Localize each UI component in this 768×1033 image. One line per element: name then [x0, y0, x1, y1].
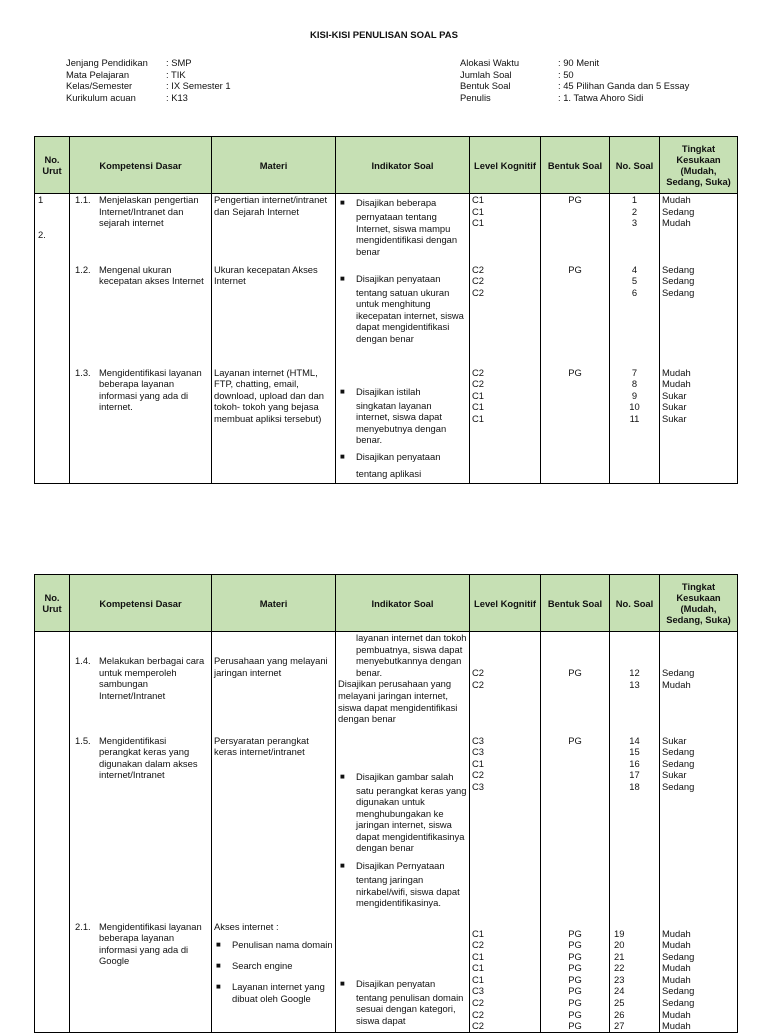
header-kompetensi-dasar: Kompetensi Dasar — [70, 575, 212, 632]
table-row — [35, 264, 738, 367]
cell-bentuk: PG — [541, 632, 610, 735]
info-row — [66, 80, 231, 92]
header-kompetensi-dasar: Kompetensi Dasar — [70, 137, 212, 194]
cell-no-urut — [35, 367, 70, 484]
bullet-icon: ■ — [340, 386, 345, 396]
cell-no-soal: 7 8 9 10 11 — [610, 367, 660, 484]
info-value: : TIK — [166, 68, 186, 80]
header-no-soal: No. Soal — [610, 137, 660, 194]
materi-title: Akses internet : — [214, 920, 279, 932]
cell-level: C3 C3 C1 C2 C3 — [470, 735, 541, 921]
bullet-icon: ■ — [340, 978, 345, 988]
cell-tingkat: Mudah Mudah Sukar Sukar Sukar — [660, 367, 738, 484]
materi-text: Layanan internet (HTML, FTP, chatting, email, download, upload dan dan tokoh- tokoh yang bejasa membuat apliksi tersebut) — [214, 366, 324, 424]
info-row — [460, 57, 689, 69]
header-tingkat-kesukaan: Tingkat Kesukaan (Mudah, Sedang, Suka) — [660, 137, 738, 194]
indikator-text: Disajikan beberapa — [356, 197, 437, 208]
cell-indikator — [336, 632, 470, 735]
table-row — [35, 367, 738, 484]
kd-text: Mengidentifikasi layanan beberapa layanan informasi yang ada di internet. — [99, 366, 202, 413]
cell-no-soal: 19 20 21 22 23 24 25 26 27 — [610, 921, 660, 1033]
cell-indikator — [336, 735, 470, 921]
indikator-text: tentang aplikasi — [356, 467, 422, 479]
header-materi: Materi — [212, 137, 336, 194]
info-label: Jenjang Pendidikan — [66, 57, 148, 68]
cell-materi — [212, 735, 336, 921]
info-label: Mata Pelajaran — [66, 68, 130, 80]
materi-text: Pengertian internet/intranet dan Sejarah Internet — [214, 194, 328, 217]
cell-level: C1 C1 C1 — [470, 194, 541, 264]
info-row — [460, 80, 689, 92]
table-row — [35, 735, 738, 921]
indikator-text: Disajikan Pernyataan — [356, 860, 445, 872]
row-number: 2. — [38, 228, 46, 240]
info-row — [460, 69, 689, 81]
cell-level: C2 C2 C1 C1 C1 — [470, 367, 541, 484]
header-tingkat-kesukaan: Tingkat Kesukaan (Mudah, Sedang, Suka) — [660, 575, 738, 632]
kd-number: 1.5. — [75, 734, 91, 746]
cell-tingkat: Sedang Mudah — [660, 632, 738, 735]
cell-bentuk: PG — [541, 194, 610, 264]
info-row — [460, 92, 689, 104]
kd-text: Menjelaskan pengertian Internet/Intranet dan sejarah internet — [99, 194, 199, 229]
cell-level: C1 C2 C1 C1 C1 C3 C2 C2 C2 — [470, 921, 541, 1033]
indikator-text: tentang jaringan nirkabel/wifi, siswa dapat mengidentifikasinya. — [356, 874, 460, 909]
indikator-text: Disajikan penyatan — [356, 977, 436, 989]
kd-number: 2.1. — [75, 920, 91, 932]
cell-no-urut — [35, 264, 70, 367]
kd-number: 1.4. — [75, 655, 91, 666]
kisi-table-1 — [34, 136, 738, 484]
table-row — [35, 921, 738, 1033]
kd-number: 1.2. — [75, 263, 91, 275]
table-header-row — [35, 137, 738, 194]
cell-no-urut — [35, 632, 70, 735]
cell-materi — [212, 921, 336, 1033]
materi-item: Penulisan nama domain — [232, 939, 333, 951]
cell-no-urut — [35, 735, 70, 921]
indikator-text: Disajikan penyataan — [356, 272, 441, 284]
indikator-text: Disajikan istilah — [356, 385, 421, 397]
cell-tingkat: Mudah Mudah Sedang Mudah Mudah Sedang Sedang Mudah Mudah — [660, 921, 738, 1033]
page-title: KISI-KISI PENULISAN SOAL PAS — [310, 30, 458, 41]
info-label: Kelas/Semester — [66, 80, 133, 91]
indikator-text: layanan internet dan tokoh pembuatnya, siswa dapat menyebutkannya dengan benar. — [356, 632, 467, 678]
materi-text: Ukuran kecepatan Akses Internet — [214, 263, 318, 287]
cell-kompetensi-dasar — [70, 735, 212, 921]
materi-text: Persyaratan perangkat keras internet/intranet — [214, 734, 309, 758]
header-bentuk-soal: Bentuk Soal — [541, 575, 610, 632]
cell-kompetensi-dasar — [70, 194, 212, 264]
header-no-urut: No. Urut — [35, 137, 70, 194]
cell-kompetensi-dasar — [70, 367, 212, 484]
bullet-icon: ■ — [340, 861, 345, 871]
info-row — [66, 92, 231, 104]
kd-text: Mengenal ukuran kecepatan akses Internet — [99, 263, 204, 287]
cell-bentuk: PG PG PG PG PG PG PG PG PG — [541, 921, 610, 1033]
row-number: 1 — [38, 194, 44, 205]
bullet-icon: ■ — [340, 451, 345, 461]
kd-number: 1.1. — [75, 194, 91, 205]
indikator-text: pernyataan tentang Internet, siswa mampu mengidentifikasi dengan benar — [356, 211, 458, 257]
header-no-soal: No. Soal — [610, 575, 660, 632]
info-label: Kurikulum acuan — [66, 91, 136, 103]
cell-no-urut — [35, 921, 70, 1033]
cell-tingkat: Sukar Sedang Sedang Sukar Sedang — [660, 735, 738, 921]
cell-materi — [212, 632, 336, 735]
materi-item: Search engine — [232, 960, 293, 972]
cell-kompetensi-dasar — [70, 264, 212, 367]
indikator-text: Disajikan perusahaan yang melayani jaringan internet, siswa dapat mengidentifikasi dengan benar — [338, 678, 458, 725]
info-value: : 50 — [558, 68, 574, 80]
info-label: Bentuk Soal — [460, 80, 511, 91]
cell-no-soal: 1 2 3 — [610, 194, 660, 264]
cell-bentuk: PG — [541, 735, 610, 921]
bullet-icon: ■ — [216, 940, 221, 950]
cell-materi — [212, 367, 336, 484]
info-row — [66, 69, 231, 81]
info-left — [66, 57, 231, 103]
info-value: : 1. Tatwa Ahoro Sidi — [558, 91, 644, 103]
header-bentuk-soal: Bentuk Soal — [541, 137, 610, 194]
cell-indikator — [336, 367, 470, 484]
cell-indikator — [336, 921, 470, 1033]
indikator-text: Disajikan gambar salah — [356, 770, 454, 782]
cell-materi — [212, 264, 336, 367]
kd-text: Melakukan berbagai cara untuk memperoleh sambungan Internet/Intranet — [99, 655, 205, 701]
info-right — [460, 57, 689, 103]
info-value: : 90 Menit — [558, 57, 600, 68]
cell-kompetensi-dasar — [70, 921, 212, 1033]
indikator-text: singkatan layanan internet, siswa dapat menyebutnya dengan benar. — [356, 399, 447, 446]
info-label: Penulis — [460, 91, 491, 103]
header-no-urut: No. Urut — [35, 575, 70, 632]
cell-level: C2 C2 — [470, 632, 541, 735]
indikator-text: satu perangkat keras yang digunakan untuk menghubungakan ke jaringan internet, siswa dapat mengidentifikasinya dengan benar — [356, 784, 467, 854]
bullet-icon: ■ — [340, 198, 345, 207]
info-row — [66, 57, 231, 69]
header-materi: Materi — [212, 575, 336, 632]
cell-bentuk: PG — [541, 264, 610, 367]
info-value: : K13 — [166, 91, 188, 103]
info-value: : SMP — [166, 57, 192, 68]
cell-no-soal: 12 13 — [610, 632, 660, 735]
table-row — [35, 632, 738, 735]
header-indikator-soal: Indikator Soal — [336, 137, 470, 194]
indikator-text: tentang satuan ukuran untuk menghitung ikecepatan internet, siswa dapat mengidentifikasi dengan benar — [356, 286, 464, 344]
cell-bentuk: PG — [541, 367, 610, 484]
kd-number: 1.3. — [75, 366, 91, 378]
indikator-text: Disajikan penyataan — [356, 450, 441, 462]
kd-text: Mengidentifikasi perangkat keras yang digunakan dalam akses internet/Intranet — [99, 734, 198, 781]
materi-text: Perusahaan yang melayani jaringan internet — [214, 655, 328, 678]
cell-materi — [212, 194, 336, 264]
cell-tingkat: Mudah Sedang Mudah — [660, 194, 738, 264]
header-indikator-soal: Indikator Soal — [336, 575, 470, 632]
bullet-icon: ■ — [216, 982, 221, 992]
header-level-kognitif: Level Kognitif — [470, 137, 541, 194]
kd-text: Mengidentifikasi layanan beberapa layanan informasi yang ada di Google — [99, 920, 202, 967]
cell-no-soal: 4 5 6 — [610, 264, 660, 367]
info-value: : IX Semester 1 — [166, 80, 231, 91]
cell-kompetensi-dasar — [70, 632, 212, 735]
materi-item: Layanan internet yang dibuat oleh Google — [232, 981, 325, 1004]
bullet-icon: ■ — [216, 961, 221, 971]
cell-no-urut — [35, 194, 70, 264]
indikator-text: tentang penulisan domain sesuai dengan kategori, siswa dapat — [356, 991, 464, 1026]
cell-no-soal: 14 15 16 17 18 — [610, 735, 660, 921]
cell-indikator — [336, 194, 470, 264]
bullet-icon: ■ — [340, 771, 345, 781]
cell-tingkat: Sedang Sedang Sedang — [660, 264, 738, 367]
bullet-icon: ■ — [340, 273, 345, 283]
header-level-kognitif: Level Kognitif — [470, 575, 541, 632]
cell-level: C2 C2 C2 — [470, 264, 541, 367]
info-label: Jumlah Soal — [460, 68, 512, 80]
table-header-row — [35, 575, 738, 632]
info-label: Alokasi Waktu — [460, 57, 520, 68]
table-row — [35, 194, 738, 264]
kisi-table-2 — [34, 574, 738, 1033]
info-value: : 45 Pilihan Ganda dan 5 Essay — [558, 80, 690, 91]
cell-indikator — [336, 264, 470, 367]
